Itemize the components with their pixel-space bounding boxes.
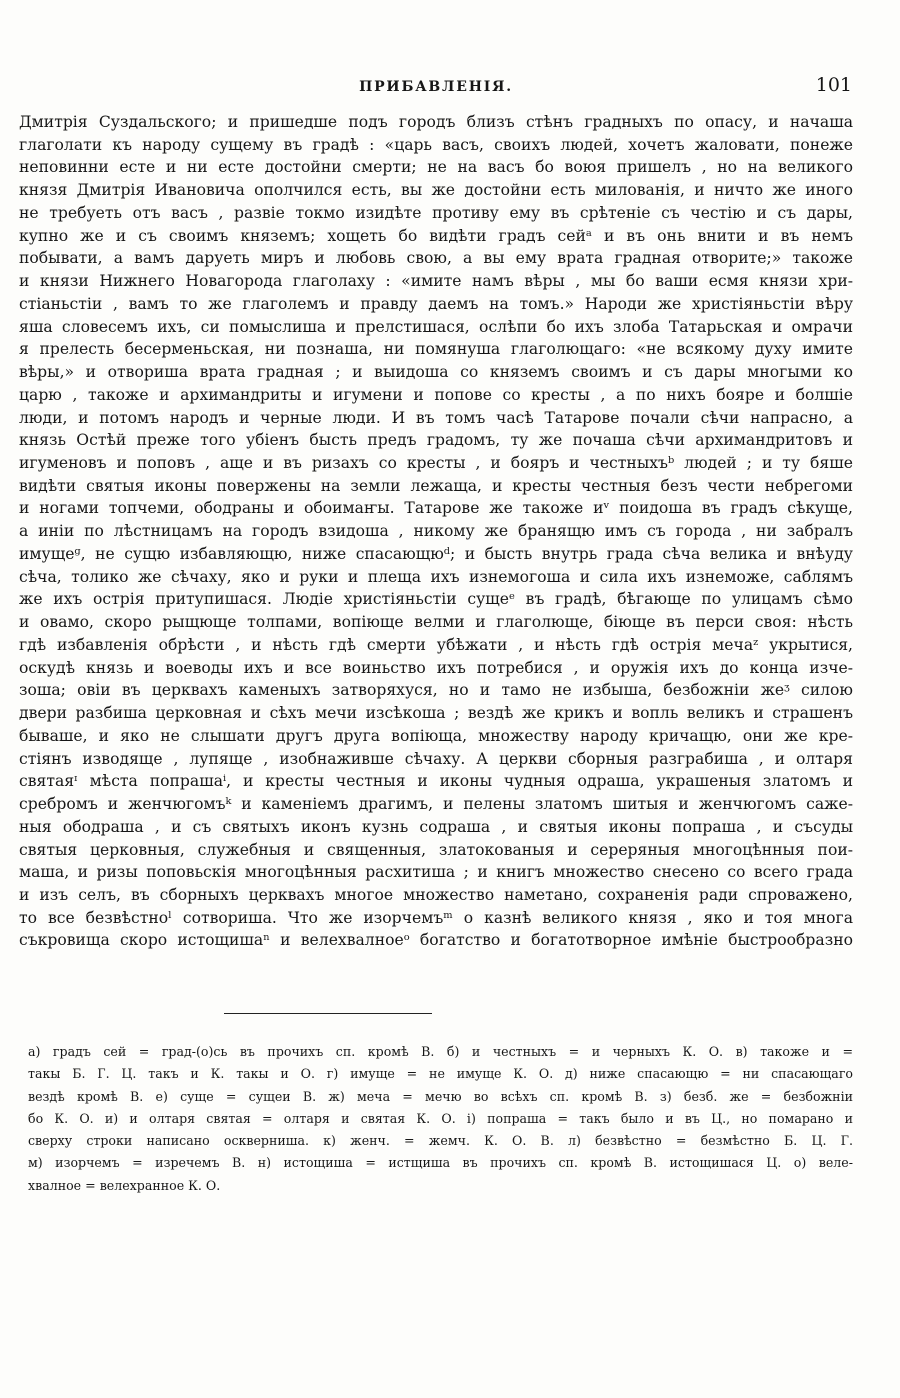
text-line: побывати, а вамъ даруеть миръ и любовь свою, а вы ему врата градная отворите;» такоже <box>19 249 853 268</box>
footnote-line: м) изорчемъ = изречемъ В. н) истощиша = истщиша въ прочихъ сп. кромѣ В. истощишася Ц. о) веле- <box>28 1155 853 1171</box>
text-line: и князи Нижнего Новагорода глаголаху : «имите намъ вѣры , мы бо ваши есмя князи хри- <box>19 272 853 291</box>
text-line: двери разбиша церковная и сѣхъ мечи изсѣкоша ; вездѣ же крикъ и вопль великъ и страшенъ <box>19 704 853 723</box>
text-line: сребромъ и женчюгомъᵏ и каменіемъ драгимъ, и пелены златомъ шитыя и женчюгомъ саже- <box>19 795 853 814</box>
footnote-divider <box>224 1013 432 1014</box>
footnote-line: бо К. О. и) и олтаря святая = олтаря и святая К. О. і) попраша = такъ было и въ Ц., но помарано и <box>28 1110 853 1126</box>
text-line: святаяᶦ мѣста попрашаⁱ, и кресты честныя и иконы чудныя одраша, украшеныя златомъ и <box>19 772 853 791</box>
text-line: вѣры,» и отвориша врата градная ; и выидоша со княземъ своимъ и съ дары многыми ко <box>19 363 853 382</box>
text-line: стіаньстіи , вамъ то же глаголемъ и правду даемъ на томъ.» Народи же христіяньстіи вѣру <box>19 294 853 313</box>
text-line: бываше, и яко не слышати другъ друга вопіюща, множеству народу кричащю, они же кре- <box>19 726 853 745</box>
text-line: сѣча, толико же сѣчаху, яко и руки и плеща ихъ изнемогоша и сила ихъ изнеможе, саблямъ <box>19 567 853 586</box>
text-line: князь Остѣй преже того убіенъ бысть предъ градомъ, ту же почаша сѣчи архимандритовъ и <box>19 431 853 450</box>
running-head <box>20 74 852 102</box>
text-line: а иніи по лѣстницамъ на городъ взидоша , никому же бранящю имъ съ города , ни забралъ <box>19 522 853 541</box>
main-text-block <box>19 111 853 952</box>
text-line: и изъ селъ, въ сборныхъ церквахъ многое множество наметано, сохраненія ради спроважено, <box>19 885 853 904</box>
text-line: гдѣ избавленія обрѣсти , и нѣсть гдѣ смерти убѣжати , и нѣсть гдѣ острія мечаᶻ укрытися, <box>19 635 853 654</box>
text-line: маша, и ризы поповьскія многоцѣнныя расхитиша ; и книгъ множество снесено со всего града <box>19 863 853 882</box>
text-line: святыя церковныя, служебныя и священныя, златокованыя и сереряныя многоцѣнныя пои- <box>19 840 853 859</box>
text-line: зоша; овіи въ церквахъ каменыхъ затворяхуся, но и тамо не избыша, безбожніи жеᶾ силою <box>19 681 853 700</box>
text-line: князя Дмитрія Ивановича ополчился есть, вы же достойни есть милованія, и ничто же иного <box>19 181 853 200</box>
text-line: оскудѣ князь и воеводы ихъ и все воиньство ихъ потребися , и оружія ихъ до конца изче- <box>19 658 853 677</box>
footnote-line: хвалное = велехранное К. О. <box>28 1177 221 1193</box>
text-line: видѣти святыя иконы повержены на земли лежаща, и кресты честныя безъ чести небрегоми <box>19 476 853 495</box>
text-line: стіянъ изводяще , лупяще , изобнаживше сѣчаху. А церкви сборныя разграбиша , и олтаря <box>19 749 853 768</box>
text-line: люди, и потомъ народъ и черные люди. И въ томъ часѣ Татарове почали сѣчи напрасно, а <box>19 408 853 427</box>
text-line: же ихъ острія притупишася. Людіе христіяньстіи сущеᵉ въ градѣ, бѣгающе по улицамъ сѣмо <box>19 590 853 609</box>
footnotes-block <box>28 1041 853 1197</box>
text-line: яша словесемъ ихъ, си помыслиша и прелстишася, ослѣпи бо ихъ злоба Татарьская и омрачи <box>19 317 853 336</box>
page-number: 101 <box>815 74 852 96</box>
text-line: то все безвѣстноˡ сотвориша. Что же изорчемъᵐ о казнѣ великого князя , яко и тоя многа <box>19 908 853 927</box>
running-title: ПРИБАВЛЕНІЯ. <box>359 79 513 95</box>
text-line: съкровища скоро истощишаⁿ и велехвалноеᵒ богатство и богатотворное имѣніе быстрообразно <box>19 931 853 950</box>
footnote-line: вездѣ кромѣ В. е) суще = сущеи В. ж) меча = мечю во всѣхъ сп. кромѣ В. з) безб. же = безбожніи <box>28 1088 853 1104</box>
text-line: не требуеть отъ васъ , развіе токмо изидѣте противу ему въ срѣтеніе съ честію и съ дары, <box>19 203 853 222</box>
text-line: и овамо, скоро рыщюще толпами, вопіюще велми и глаголюще, біюще въ перси своя: нѣсть <box>19 613 853 632</box>
text-line: купно же и съ своимъ княземъ; хощеть бо видѣти градъ сейᵃ и въ онь внити и въ немъ <box>19 226 853 245</box>
footnote-line: а) градъ сей = град-(о)сь въ прочихъ сп. кромѣ В. б) и честныхъ = и черныхъ К. О. в) такоже и = <box>28 1044 853 1059</box>
text-line: имущеᵍ, не сущю избавляющю, ниже спасающюᵈ; и бысть внутрь града сѣча велика и внѣуду <box>19 544 853 563</box>
text-line: глаголати къ народу сущему въ градѣ : «царь васъ, своихъ людей, хочетъ жаловати, понеже <box>19 135 853 154</box>
text-line: царю , такоже и архимандриты и игумени и попове со кресты , а по нихъ бояре и болшіе <box>19 385 853 404</box>
text-line: и ногами топчеми, ободраны и обоимаҥы. Татарове же такоже иᵛ поидоша въ градъ сѣкуще, <box>19 499 853 518</box>
footnote-line: сверху строки написано осквернишa. к) женч. = жемч. К. О. В. л) безвѣстно = безмѣстно Б. Ц. Г. <box>28 1133 853 1149</box>
footnote-line: такы Б. Г. Ц. такъ и К. такы и О. г) имуще = не имуще К. О. д) ниже спасающю = ни спасающаго <box>28 1066 853 1082</box>
text-line: Дмитрія Суздальского; и пришедше подъ городъ близъ стѣнъ градныхъ по опасу, и начаша <box>19 113 853 131</box>
text-line: неповинни есте и ни есте достойни смерти; не на васъ бо воюя пришелъ , но на великого <box>19 158 853 177</box>
text-line: игуменовъ и поповъ , аще и въ ризахъ со кресты , и бояръ и честныхъᵇ людей ; и ту бяше <box>19 454 853 473</box>
text-line: я прелесть бесерменьская, ни познаша, ни помянуша глаголющаго: «не всякому духу имите <box>19 340 853 359</box>
text-line: ныя ободраша , и съ святыхъ иконъ кузнь содраша , и святыя иконы попраша , и съсуды <box>19 817 853 836</box>
